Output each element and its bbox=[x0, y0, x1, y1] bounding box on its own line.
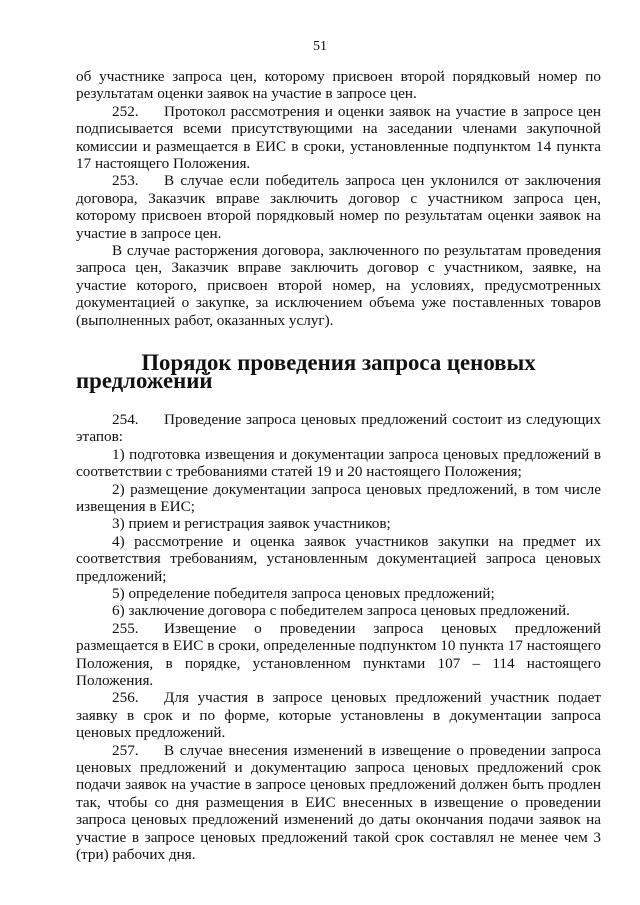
paragraph-254: 254. Проведение запроса ценовых предложений состоит из следующих этапов: bbox=[76, 410, 601, 446]
paragraph-252: 252. Протокол рассмотрения и оценки заявок на участие в запросе цен подписывается всеми присутствующими на заседании членами закупочной комиссии и размещается в ЕИС в сроки, установленные подпунктом 14 пункта 17 настоящего Положения. bbox=[76, 102, 601, 173]
paragraph-253: 253. В случае если победитель запроса цен уклонился от заключения договора, Заказчик вправе заключить договор с участником запроса цен, которому присвоен второй порядковый номер по результатам оценки заявок на участие в запросе цен. bbox=[76, 172, 601, 242]
stage-1: 1) подготовка извещения и документации запроса ценовых предложений в соответствии с требованиями статей 19 и 20 настоящего Положения; bbox=[76, 445, 601, 481]
stage-3: 3) прием и регистрация заявок участников; bbox=[112, 515, 391, 533]
stage-2: 2) размещение документации запроса ценовых предложений, в том числе извещения в ЕИС; bbox=[76, 480, 601, 515]
document-body bbox=[76, 68, 601, 863]
page-number: 51 bbox=[313, 39, 327, 54]
paragraph-256: 256. Для участия в запросе ценовых предложений участник подает заявку в срок и по форме, которые установлены в документации запроса ценовых предложений. bbox=[76, 689, 601, 742]
paragraph-255: 255. Извещение о проведении запроса ценовых предложений размещается в ЕИС в сроки, определенные подпунктом 10 пункта 17 настоящего Положения, в порядке, установленном пунктами 107 – 114 настоящего Положения. bbox=[76, 619, 601, 689]
stage-6: 6) заключение договора с победителем запроса ценовых предложений. bbox=[112, 602, 570, 620]
section-heading: Порядок проведения запроса ценовых предложений bbox=[76, 350, 536, 393]
stage-5: 5) определение победителя запроса ценовых предложений; bbox=[112, 584, 495, 602]
paragraph-continuation: об участнике запроса цен, которому присвоен второй порядковый номер по результатам оценки заявок на участие в запросе цен. bbox=[76, 68, 601, 103]
paragraph-257: 257. В случае внесения изменений в извещение о проведении запроса ценовых предложений и документацию запроса ценовых предложений срок подачи заявок на участие в запросе ценовых предложений должен быть продлен так, чтобы со дня размещения в ЕИС внесенных в извещение о проведении запроса ценовых предложений изменений до даты окончания подачи заявок на участие в запросе ценовых предложений такой срок составлял не менее чем 3 (три) рабочих дня. bbox=[76, 741, 601, 864]
stage-4: 4) рассмотрение и оценка заявок участников закупки на предмет их соответствия требованиям, установленным документацией запроса ценовых предложений; bbox=[76, 532, 601, 585]
paragraph-253-termination: В случае расторжения договора, заключенного по результатам проведения запроса цен, Заказчик вправе заключить договор с участником, заявке, на участие которого, присвоен второй номер, на условиях, предусмотренных документацией о закупке, за исключением объема уже поставленных товаров (выполненных работ, оказанных услуг). bbox=[76, 242, 601, 329]
